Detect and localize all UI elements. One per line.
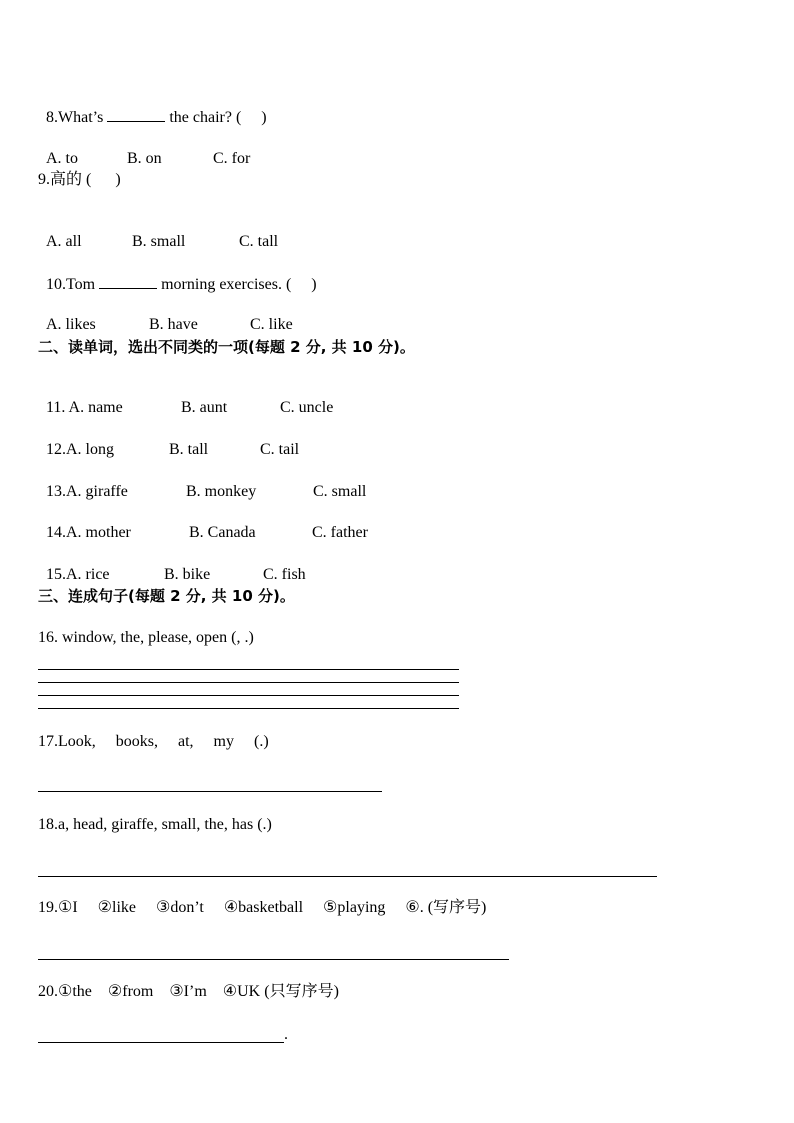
q10-option-b[interactable]: B. have <box>149 316 198 333</box>
question-19: 19.①I ②like ③don’t ④basketball ⑤playing ⑥. (写序号) <box>38 899 487 916</box>
question-20: 20.①the ②from ③I’m ④UK (只写序号) <box>38 983 339 1000</box>
question-11 <box>38 378 333 418</box>
q17-answer-line[interactable] <box>38 791 382 792</box>
q8-answer-blank[interactable] <box>107 107 165 122</box>
q20-answer-line[interactable] <box>38 1042 284 1043</box>
q11-option-b[interactable]: B. aunt <box>181 399 228 416</box>
q8-option-a[interactable]: A. to <box>46 150 78 167</box>
q16-answer-line[interactable] <box>38 669 459 670</box>
q10-answer-blank[interactable] <box>99 274 157 289</box>
question-10 <box>38 254 317 295</box>
question-15 <box>38 545 306 585</box>
question-18: 18.a, head, giraffe, small, the, has (.) <box>38 816 272 833</box>
q9-option-a[interactable]: A. all <box>46 233 82 250</box>
q10-option-c[interactable]: C. like <box>250 316 293 333</box>
q8-suffix: the chair? ( ) <box>165 109 267 126</box>
q12-option-b[interactable]: B. tall <box>169 441 209 458</box>
q13-option-b[interactable]: B. monkey <box>186 483 257 500</box>
q16-answer-line[interactable] <box>38 682 459 683</box>
q13-option-a[interactable]: 13.A. giraffe <box>46 483 128 500</box>
question-12 <box>38 420 299 460</box>
q16-answer-line[interactable] <box>38 695 459 696</box>
question-13 <box>38 462 366 502</box>
q9-option-b[interactable]: B. small <box>132 233 186 250</box>
q8-option-c[interactable]: C. for <box>213 150 251 167</box>
q10-option-a[interactable]: A. likes <box>46 316 96 333</box>
q15-option-c[interactable]: C. fish <box>263 566 306 583</box>
q11-option-a[interactable]: 11. A. name <box>46 399 123 416</box>
q9-options <box>38 212 278 252</box>
q18-answer-line[interactable] <box>38 876 657 877</box>
question-14 <box>38 503 368 543</box>
q8-options <box>38 129 250 169</box>
q8-option-b[interactable]: B. on <box>127 150 162 167</box>
question-8 <box>38 87 267 128</box>
q14-option-c[interactable]: C. father <box>312 524 368 541</box>
q14-option-a[interactable]: 14.A. mother <box>46 524 131 541</box>
section-3-heading: 三、连成句子(每题 2 分, 共 10 分)。 <box>38 587 295 605</box>
q8-prefix: 8.What’s <box>46 109 108 126</box>
question-16: 16. window, the, please, open (, .) <box>38 629 254 646</box>
q15-option-b[interactable]: B. bike <box>164 566 211 583</box>
q20-end-period: . <box>284 1026 288 1043</box>
q11-option-c[interactable]: C. uncle <box>280 399 334 416</box>
question-9: 9.高的 ( ) <box>38 171 121 188</box>
section-2-heading: 二、读单词，选出不同类的一项(每题 2 分, 共 10 分)。 <box>38 338 415 356</box>
q12-option-a[interactable]: 12.A. long <box>46 441 114 458</box>
q12-option-c[interactable]: C. tail <box>260 441 300 458</box>
question-17: 17.Look, books, at, my (.) <box>38 733 269 750</box>
q16-answer-line[interactable] <box>38 708 459 709</box>
q13-option-c[interactable]: C. small <box>313 483 367 500</box>
q9-option-c[interactable]: C. tall <box>239 233 279 250</box>
q10-prefix: 10.Tom <box>46 276 100 293</box>
q19-answer-line[interactable] <box>38 959 509 960</box>
q10-options <box>38 295 293 335</box>
q10-suffix: morning exercises. ( ) <box>157 276 317 293</box>
q14-option-b[interactable]: B. Canada <box>189 524 256 541</box>
q15-option-a[interactable]: 15.A. rice <box>46 566 110 583</box>
